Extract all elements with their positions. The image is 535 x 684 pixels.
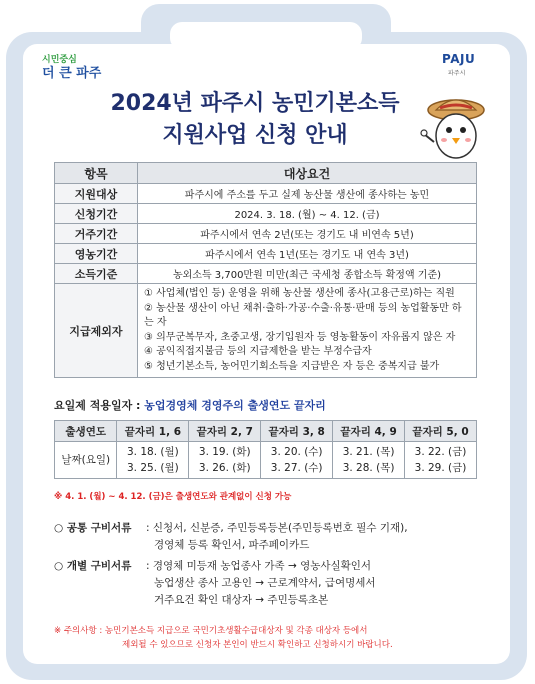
digit-column-header: 끝자리 4, 9 [333, 421, 405, 442]
table-row [55, 264, 477, 284]
caution-note [54, 624, 393, 652]
date-cell [405, 442, 477, 479]
digit-column-header: 끝자리 1, 6 [117, 421, 189, 442]
row-value: 파주시에서 연속 1년(또는 경기도 내 연속 3년) [138, 244, 477, 264]
individual-documents-text: 농업생산 종사 고용인 → 근로계약서, 급여명세서 [154, 577, 376, 589]
paju-logo [442, 52, 492, 82]
common-documents-label: ○ 공통 구비서류 [54, 522, 132, 534]
slogan-small-text: 시민중심 [42, 55, 77, 65]
date-first: 3. 18. (월) [126, 446, 179, 458]
page-title-line2: 지원사업 신청 안내 [162, 123, 348, 148]
date-cell [261, 442, 333, 479]
date-second: 3. 28. (목) [342, 462, 395, 474]
caution-line1: ※ 주의사항 : 농민기본소득 지급으로 국민기초생활수급대상자 및 각종 대상자 등에서 [54, 626, 368, 636]
requirements-table [54, 162, 477, 378]
birth-year-header: 출생연도 [55, 421, 117, 442]
individual-documents-label: ○ 개별 구비서류 [54, 560, 132, 572]
row-label: 신청기간 [55, 204, 138, 224]
exclusion-item: ③ 의무군복무자, 초중고생, 장기입원자 등 영농활동이 자유롭지 않은 자 [144, 331, 456, 343]
page-title-line1: 2024년 파주시 농민기본소득 [110, 91, 400, 116]
row-value: 농외소득 3,700만원 미만(최근 국세청 종합소득 확정액 기준) [138, 264, 477, 284]
table-row [55, 421, 477, 442]
date-cell [117, 442, 189, 479]
table-row [55, 204, 477, 224]
row-label: 거주기간 [55, 224, 138, 244]
row-value: 파주시에서 연속 2년(또는 경기도 내 비연속 5년) [138, 224, 477, 244]
row-label: 영농기간 [55, 244, 138, 264]
table-row [55, 224, 477, 244]
slogan-main-text: 더 큰 파주 [42, 66, 102, 81]
common-documents-text: : 신청서, 신분증, 주민등록등본(주민등록번호 필수 기재), [146, 522, 408, 534]
exclusion-item: ⑤ 청년기본소득, 농어민기회소득을 지급받은 자 등은 중복지급 불가 [144, 360, 440, 372]
individual-documents-text: 거주요건 확인 대상자 → 주민등록초본 [154, 594, 329, 606]
row-label: 지원대상 [55, 184, 138, 204]
table-row [55, 442, 477, 479]
date-first: 3. 19. (화) [198, 446, 251, 458]
schedule-heading [54, 397, 326, 413]
digit-column-header: 끝자리 5, 0 [405, 421, 477, 442]
table-row-exclusions [55, 284, 477, 378]
paju-logo-text: PAJU [442, 52, 476, 66]
date-first: 3. 20. (수) [270, 446, 323, 458]
date-second: 3. 26. (화) [198, 462, 251, 474]
date-first: 3. 22. (금) [414, 446, 467, 458]
city-slogan-logo [36, 52, 106, 80]
exclusion-item: ② 농산물 생산이 아닌 채취·출하·가공·수출·유통·판매 등의 농업활동만 하는 자 [144, 302, 462, 328]
row-value: 파주시에 주소를 두고 실제 농산물 생산에 종사하는 농민 [138, 184, 477, 204]
digit-column-header: 끝자리 2, 7 [189, 421, 261, 442]
table-row [55, 244, 477, 264]
date-first: 3. 21. (목) [342, 446, 395, 458]
schedule-note: ※ 4. 1. (월) ~ 4. 12. (금)은 출생연도와 관계없이 신청 가능 [54, 492, 292, 502]
date-cell [189, 442, 261, 479]
exclusion-item: ④ 공익직접지불금 등의 지급제한을 받는 부정수급자 [144, 346, 372, 357]
paju-logo-subtext: 파주시 [448, 70, 466, 77]
row-value: 2024. 3. 18. (월) ~ 4. 12. (금) [138, 204, 477, 224]
date-second: 3. 27. (수) [270, 462, 323, 474]
date-second: 3. 29. (금) [414, 462, 467, 474]
common-documents-text: 경영체 등록 확인서, 파주페이카드 [154, 539, 310, 551]
column-header-requirement: 대상요건 [138, 163, 477, 184]
exclusion-item: ① 사업체(법인 등) 운영을 위해 농산물 생산에 종사(고용근로)하는 직원 [144, 288, 455, 299]
schedule-heading-highlight: 농업경영체 경영주의 출생연도 끝자리 [144, 399, 326, 412]
schedule-heading-prefix: 요일제 적용일자 : [54, 399, 145, 412]
date-second: 3. 25. (월) [126, 462, 179, 474]
digit-column-header: 끝자리 3, 8 [261, 421, 333, 442]
mascot-character-icon [420, 94, 490, 164]
birth-year-schedule-table [54, 420, 477, 479]
caution-line2: 제외될 수 있으므로 신청자 본인이 반드시 확인하고 신청하시기 바랍니다. [122, 640, 393, 650]
column-header-item: 항목 [55, 163, 138, 184]
row-label: 소득기준 [55, 264, 138, 284]
table-row [55, 184, 477, 204]
individual-documents-text: : 경영체 미등재 농업종사 가족 → 영농사실확인서 [146, 560, 372, 572]
exclusion-label: 지급제외자 [55, 284, 138, 378]
exclusion-list [138, 284, 477, 378]
date-row-label: 날짜(요일) [55, 442, 117, 479]
date-cell [333, 442, 405, 479]
